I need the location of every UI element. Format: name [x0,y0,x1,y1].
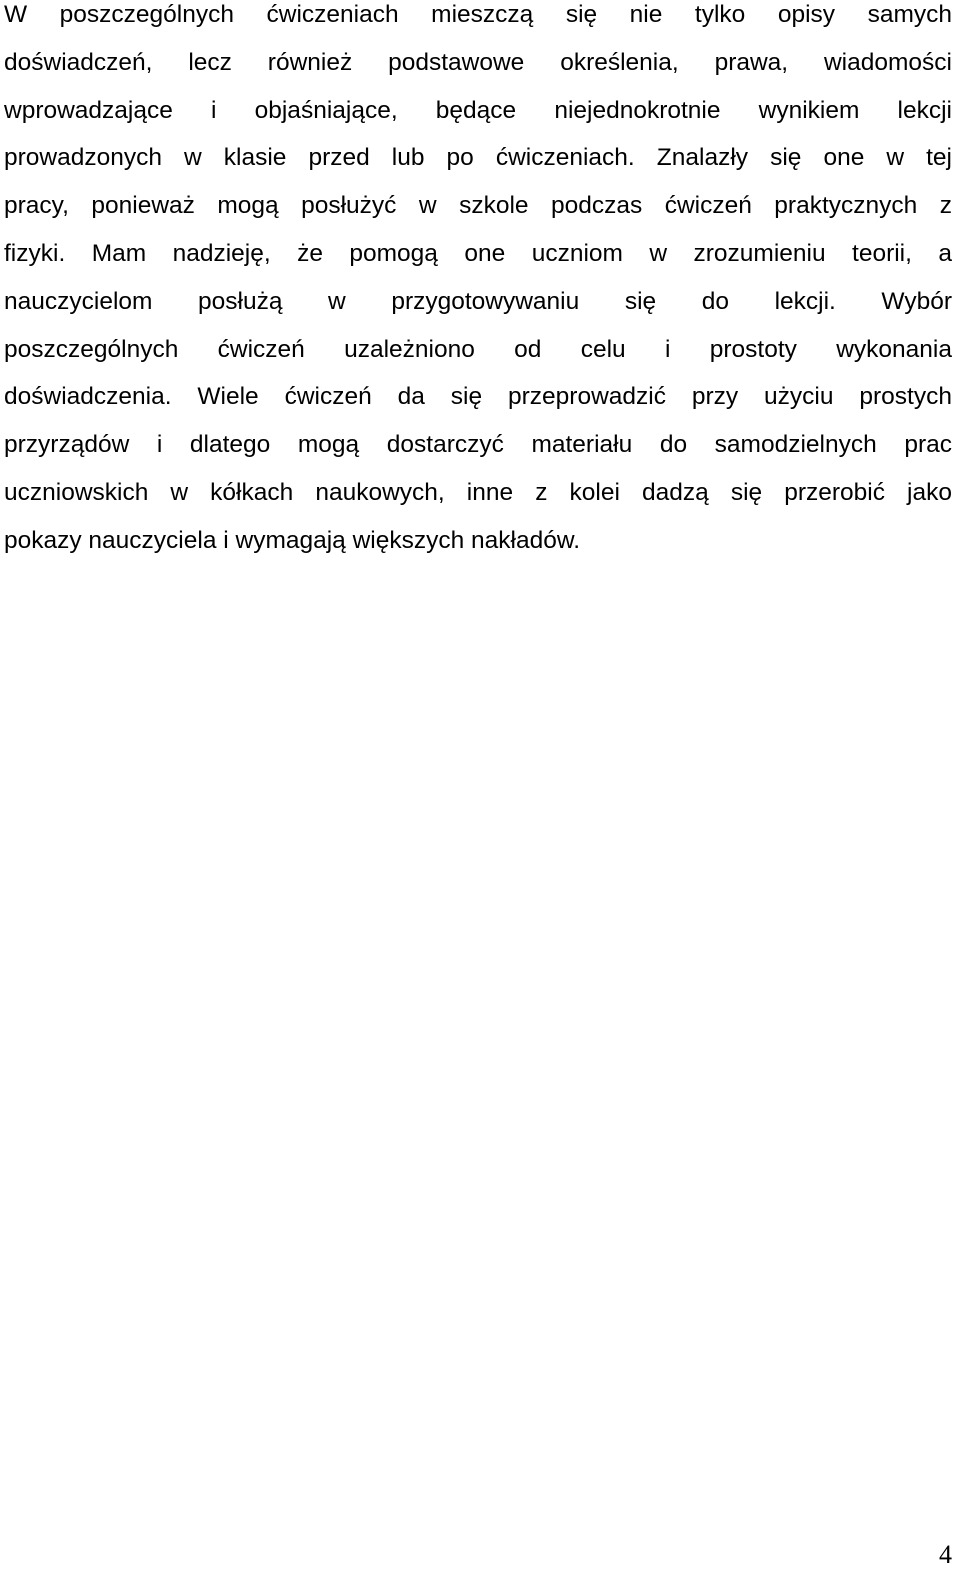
body-paragraph [4,0,952,574]
paragraph-line: fizyki. Mam nadzieję, że pomogą one uczniom w zrozumieniu teorii, a [4,239,952,267]
paragraph-line: nauczycielom posłużą w przygotowywaniu się do lekcji. Wybór [4,287,952,315]
paragraph-line: pracy, ponieważ mogą posłużyć w szkole podczas ćwiczeń praktycznych z [4,192,952,220]
paragraph-line: przyrządów i dlatego mogą dostarczyć materiału do samodzielnych prac [4,431,952,459]
paragraph-line: W poszczególnych ćwiczeniach mieszczą się nie tylko opisy samych [4,1,952,28]
paragraph-line: wprowadzające i objaśniające, będące niejednokrotnie wynikiem lekcji [4,96,952,124]
paragraph-line: uczniowskich w kółkach naukowych, inne z kolei dadzą się przerobić jako [4,478,952,506]
paragraph-line: prowadzonych w klasie przed lub po ćwiczeniach. Znalazły się one w tej [4,144,952,172]
paragraph-line: doświadczeń, lecz również podstawowe określenia, prawa, wiadomości [4,48,952,76]
paragraph-line-last: pokazy nauczyciela i wymagają większych nakładów. [4,526,581,554]
paragraph-line: poszczególnych ćwiczeń uzależniono od celu i prostoty wykonania [4,335,952,363]
page-number: 4 [939,1540,952,1569]
paragraph-line: doświadczenia. Wiele ćwiczeń da się przeprowadzić przy użyciu prostych [4,383,952,411]
